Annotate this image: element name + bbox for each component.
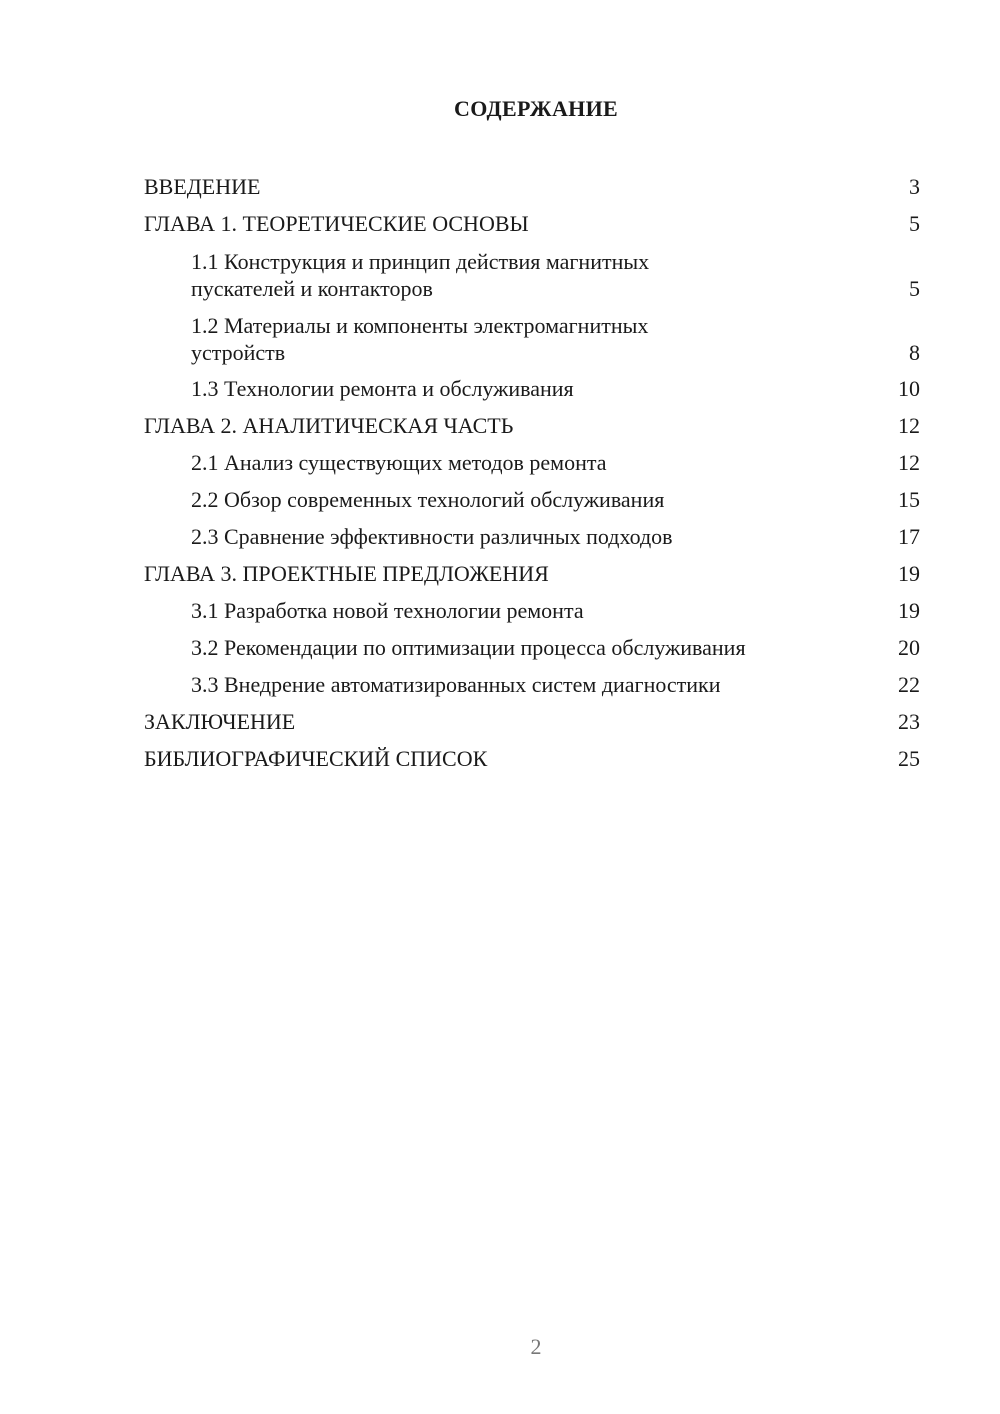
toc-entry-conclusion[interactable] xyxy=(144,703,920,740)
toc-entry-label: ГЛАВА 3. ПРОЕКТНЫЕ ПРЕДЛОЖЕНИЯ xyxy=(144,561,549,586)
toc-entry-label: ВВЕДЕНИЕ xyxy=(144,174,261,199)
toc-entry-section-1-1[interactable] xyxy=(144,242,920,306)
toc-entry-section-3-2[interactable] xyxy=(144,629,920,666)
toc-entry-page: 3 xyxy=(909,174,920,199)
toc-entry-introduction[interactable] xyxy=(144,168,920,205)
toc-entry-section-3-1[interactable] xyxy=(144,592,920,629)
toc-entry-chapter-1[interactable] xyxy=(144,205,920,242)
toc-entry-page: 5 xyxy=(909,211,920,236)
toc-entry-label: 2.3 Сравнение эффективности различных подходов xyxy=(191,524,673,549)
toc-entry-label: 1.2 Материалы и компоненты электромагнитных устройств xyxy=(191,313,649,365)
toc-entry-page: 5 xyxy=(909,276,920,301)
toc-entry-page: 20 xyxy=(898,635,920,660)
toc-entry-page: 17 xyxy=(898,524,920,549)
toc-entry-label: 3.1 Разработка новой технологии ремонта xyxy=(191,598,584,623)
toc-entry-chapter-2[interactable] xyxy=(144,407,920,444)
toc-entry-label: 1.1 Конструкция и принцип действия магнитных пускателей и контакторов xyxy=(191,249,650,301)
toc-entry-page: 19 xyxy=(898,561,920,586)
toc-entry-page: 25 xyxy=(898,746,920,771)
toc-entry-page: 12 xyxy=(898,450,920,475)
table-of-contents xyxy=(144,168,920,777)
toc-entry-section-2-3[interactable] xyxy=(144,518,920,555)
toc-entry-label: ЗАКЛЮЧЕНИЕ xyxy=(144,709,296,734)
toc-entry-section-1-3[interactable] xyxy=(144,370,920,407)
toc-entry-label: 2.2 Обзор современных технологий обслуживания xyxy=(191,487,665,512)
page-number: 2 xyxy=(530,1334,542,1359)
toc-entry-label: 3.3 Внедрение автоматизированных систем диагностики xyxy=(191,672,721,697)
page-title: СОДЕРЖАНИЕ xyxy=(454,96,618,121)
toc-entry-label: ГЛАВА 1. ТЕОРЕТИЧЕСКИЕ ОСНОВЫ xyxy=(144,211,529,236)
toc-entry-chapter-3[interactable] xyxy=(144,555,920,592)
toc-entry-section-1-2[interactable] xyxy=(144,306,920,370)
toc-entry-page: 10 xyxy=(898,376,920,401)
toc-entry-page: 8 xyxy=(909,340,920,365)
toc-entry-label: 2.1 Анализ существующих методов ремонта xyxy=(191,450,607,475)
toc-entry-page: 19 xyxy=(898,598,920,623)
toc-entry-bibliography[interactable] xyxy=(144,740,920,777)
toc-entry-page: 12 xyxy=(898,413,920,438)
toc-entry-label: ГЛАВА 2. АНАЛИТИЧЕСКАЯ ЧАСТЬ xyxy=(144,413,514,438)
toc-entry-label: 3.2 Рекомендации по оптимизации процесса обслуживания xyxy=(191,635,746,660)
toc-entry-label: 1.3 Технологии ремонта и обслуживания xyxy=(191,376,574,401)
toc-entry-section-2-2[interactable] xyxy=(144,481,920,518)
toc-entry-section-2-1[interactable] xyxy=(144,444,920,481)
toc-entry-section-3-3[interactable] xyxy=(144,666,920,703)
toc-entry-page: 22 xyxy=(898,672,920,697)
toc-entry-page: 15 xyxy=(898,487,920,512)
toc-entry-page: 23 xyxy=(898,709,920,734)
toc-entry-label: БИБЛИОГРАФИЧЕСКИЙ СПИСОК xyxy=(144,746,488,771)
